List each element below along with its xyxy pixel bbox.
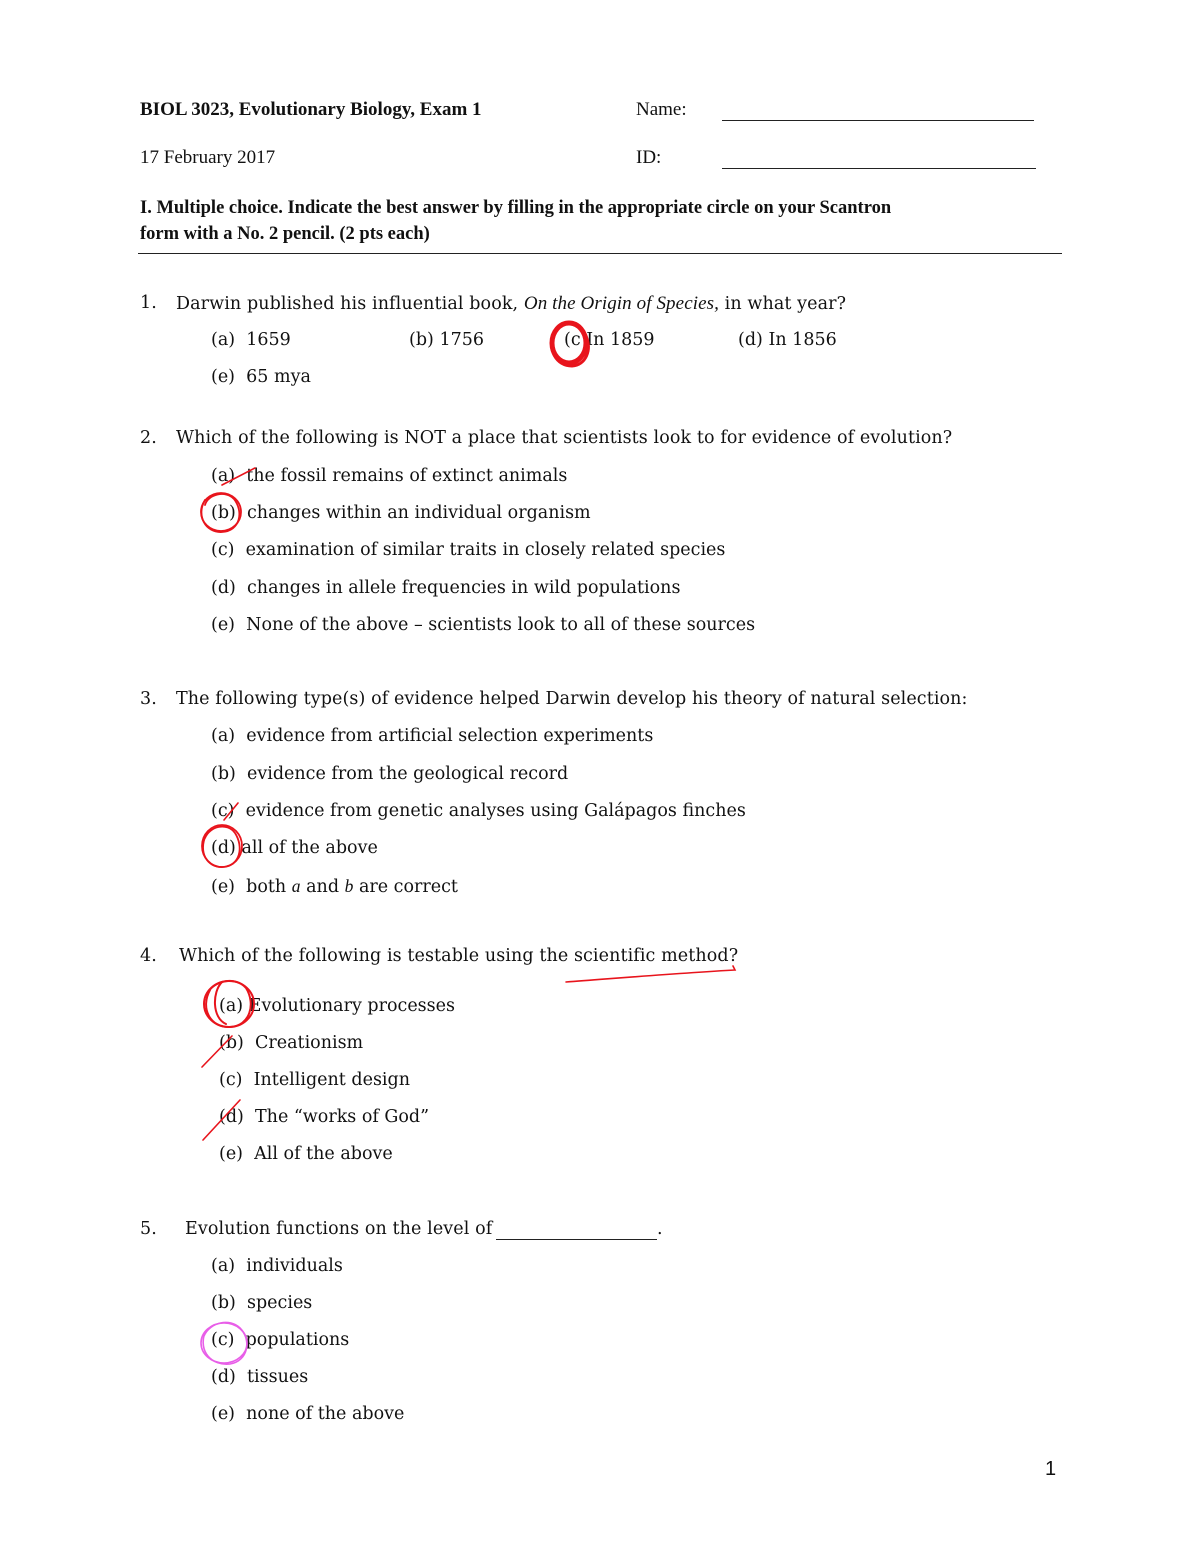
option-d: (d) changes in allele frequencies in wild populations bbox=[211, 578, 681, 598]
option-d: (d) The “works of God” bbox=[219, 1107, 430, 1127]
question-stem: Evolution functions on the level of bbox=[185, 1219, 493, 1239]
answer-blank-line bbox=[496, 1239, 657, 1240]
stem-text: Darwin published his influential book, bbox=[176, 294, 519, 314]
option-e: (e) All of the above bbox=[219, 1144, 393, 1164]
question-stem: The following type(s) of evidence helped Darwin develop his theory of natural selection: bbox=[176, 689, 968, 709]
option-b: (b) changes within an individual organism bbox=[211, 503, 591, 523]
option-e: (e) 65 mya bbox=[211, 367, 311, 387]
option-d: (d) In 1856 bbox=[738, 330, 837, 350]
option-e: (e) None of the above – scientists look to all of these sources bbox=[211, 615, 756, 635]
stem-text: in what year? bbox=[724, 294, 847, 314]
option-a: (a) Evolutionary processes bbox=[219, 996, 455, 1016]
question-number: 3. bbox=[140, 689, 157, 709]
option-c: (c) evidence from genetic analyses using Galápagos finches bbox=[211, 801, 746, 821]
italic-b: b bbox=[344, 876, 354, 896]
section-instructions-line2: form with a No. 2 pencil. (2 pts each) bbox=[140, 224, 430, 244]
option-b: (b) Creationism bbox=[219, 1033, 364, 1053]
option-c: (c In 1859 bbox=[564, 330, 655, 350]
option-a: (a) individuals bbox=[211, 1256, 343, 1276]
question-number: 5. bbox=[140, 1219, 157, 1239]
name-blank-line bbox=[722, 120, 1034, 121]
section-instructions-line1: I. Multiple choice. Indicate the best answer by filling in the appropriate circle on your Scantron bbox=[140, 198, 892, 218]
option-c: (c) examination of similar traits in closely related species bbox=[211, 540, 726, 560]
question-number: 1. bbox=[140, 293, 157, 313]
id-blank-line bbox=[722, 168, 1036, 169]
option-a: (a) 1659 bbox=[211, 330, 291, 350]
question-stem: Which of the following is NOT a place that scientists look to for evidence of evolution? bbox=[176, 428, 953, 448]
option-a: (a) the fossil remains of extinct animals bbox=[211, 466, 568, 486]
option-e: (e) none of the above bbox=[211, 1404, 405, 1424]
underline-q4 bbox=[566, 966, 735, 982]
exam-title: BIOL 3023, Evolutionary Biology, Exam 1 bbox=[140, 99, 482, 120]
option-b: (b) 1756 bbox=[409, 330, 484, 350]
option-c: (c) populations bbox=[211, 1330, 350, 1350]
option-c: (c) Intelligent design bbox=[219, 1070, 411, 1090]
question-stem: Which of the following is testable using the scientific method? bbox=[179, 946, 739, 966]
option-b: (b) species bbox=[211, 1293, 313, 1313]
section-divider bbox=[138, 253, 1062, 254]
book-title: On the Origin of Species, bbox=[523, 293, 719, 314]
question-number: 2. bbox=[140, 428, 157, 448]
italic-a: a bbox=[291, 876, 301, 896]
option-d: (d) all of the above bbox=[211, 838, 378, 858]
exam-date: 17 February 2017 bbox=[140, 147, 276, 168]
option-d: (d) tissues bbox=[211, 1367, 309, 1387]
stem-period: . bbox=[657, 1219, 663, 1239]
option-e: (e) both a and b are correct bbox=[211, 876, 458, 897]
question-stem bbox=[176, 293, 846, 315]
name-label: Name: bbox=[636, 99, 687, 120]
page-number: 1 bbox=[1045, 1458, 1057, 1480]
option-b: (b) evidence from the geological record bbox=[211, 764, 569, 784]
question-number: 4. bbox=[140, 946, 157, 966]
option-a: (a) evidence from artificial selection experiments bbox=[211, 726, 654, 746]
id-label: ID: bbox=[636, 147, 662, 168]
